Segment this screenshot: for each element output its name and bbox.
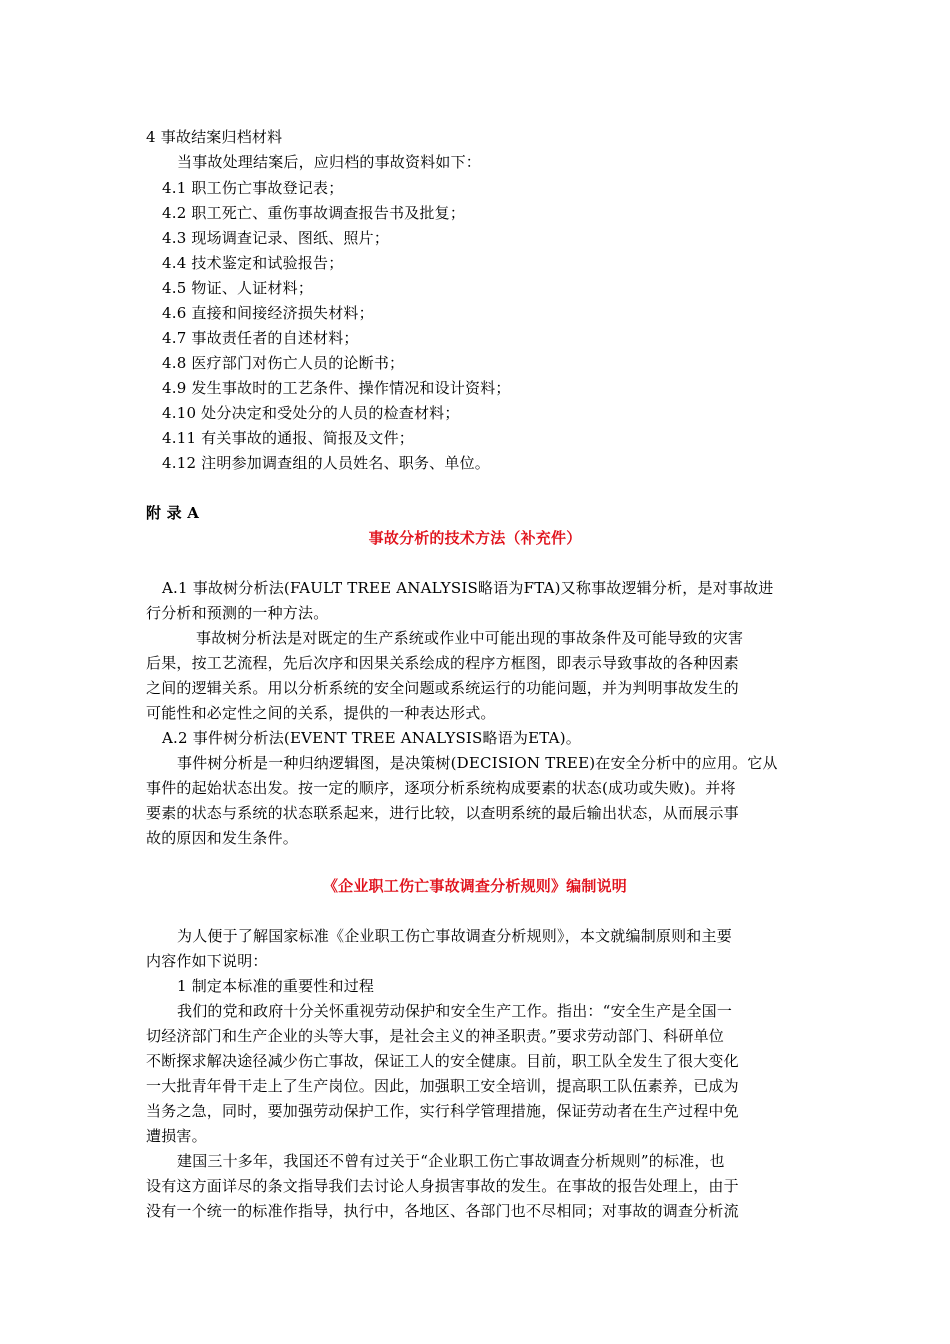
paragraph-line: 要素的状态与系统的状态联系起来，进行比较，以查明系统的最后输出状态，从而展示事: [146, 804, 739, 822]
paragraph-line: 事件的起始状态出发。按一定的顺序，逐项分析系统构成要素的状态(成功或失败)。并将: [146, 779, 736, 797]
explanation-title: 《企业职工伤亡事故调查分析规则》编制说明: [322, 877, 627, 895]
paragraph-line: 一大批青年骨干走上了生产岗位。因此，加强职工安全培训，提高职工队伍素养，已成为: [146, 1077, 739, 1095]
appendix-label: 附 录 A: [146, 504, 200, 522]
paragraph-line: 建国三十多年，我国还不曾有过关于“企业职工伤亡事故调查分析规则”的标准，也: [177, 1152, 725, 1170]
paragraph-line: 没有一个统一的标准作指导，执行中，各地区、各部门也不尽相同；对事故的调查分析流: [146, 1202, 739, 1220]
paragraph-line: A.2 事件树分析法(EVENT TREE ANALYSIS略语为ETA)。: [162, 729, 581, 747]
paragraph-line: 故的原因和发生条件。: [146, 829, 299, 847]
paragraph-line: 行分析和预测的一种方法。: [146, 604, 329, 622]
paragraph-line: 后果，按工艺流程，先后次序和因果关系绘成的程序方框图，即表示导致事故的各种因素: [146, 654, 739, 672]
paragraph-line: 遭损害。: [146, 1127, 207, 1145]
list-item: 4.6 直接和间接经济损失材料；: [162, 304, 374, 322]
list-item: 4.11 有关事故的通报、简报及文件；: [162, 429, 414, 447]
paragraph-line: 事故树分析法是对既定的生产系统或作业中可能出现的事故条件及可能导致的灾害: [196, 629, 744, 647]
section-4-intro: 当事故处理结案后，应归档的事故资料如下：: [177, 153, 482, 171]
list-item: 4.4 技术鉴定和试验报告；: [162, 254, 344, 272]
list-item: 4.12 注明参加调查组的人员姓名、职务、单位。: [162, 454, 490, 472]
paragraph-line: 之间的逻辑关系。用以分析系统的安全问题或系统运行的功能问题，并为判明事故发生的: [146, 679, 739, 697]
list-item: 4.1 职工伤亡事故登记表；: [162, 179, 344, 197]
section-4-heading: 4 事故结案归档材料: [146, 128, 283, 146]
list-item: 4.8 医疗部门对伤亡人员的论断书；: [162, 354, 405, 372]
paragraph-line: 当务之急，同时，要加强劳动保护工作，实行科学管理措施，保证劳动者在生产过程中免: [146, 1102, 739, 1120]
paragraph-line: 事件树分析是一种归纳逻辑图，是决策树(DECISION TREE)在安全分析中的应用。它从: [177, 754, 778, 772]
paragraph-line: 切经济部门和生产企业的头等大事，是社会主义的神圣职责。”要求劳动部门、科研单位: [146, 1027, 724, 1045]
paragraph-line: 为人便于了解国家标准《企业职工伤亡事故调查分析规则》，本文就编制原则和主要: [177, 927, 732, 945]
paragraph-line: 我们的党和政府十分关怀重视劳动保护和安全生产工作。指出：“安全生产是全国一: [177, 1002, 733, 1020]
list-item: 4.3 现场调查记录、图纸、照片；: [162, 229, 390, 247]
list-item: 4.2 职工死亡、重伤事故调查报告书及批复；: [162, 204, 466, 222]
list-item: 4.7 事故责任者的自述材料；: [162, 329, 359, 347]
paragraph-line: A.1 事故树分析法(FAULT TREE ANALYSIS略语为FTA)又称事故逻辑分析，是对事故进: [162, 579, 774, 597]
list-item: 4.10 处分决定和受处分的人员的检查材料；: [162, 404, 460, 422]
paragraph-line: 可能性和必定性之间的关系，提供的一种表达形式。: [146, 704, 496, 722]
list-item: 4.5 物证、人证材料；: [162, 279, 314, 297]
paragraph-line: 内容作如下说明：: [146, 952, 268, 970]
appendix-title: 事故分析的技术方法（补充件）: [368, 529, 582, 547]
paragraph-line: 设有这方面详尽的条文指导我们去讨论人身损害事故的发生。在事故的报告处理上，由于: [146, 1177, 739, 1195]
paragraph-line: 1 制定本标准的重要性和过程: [177, 977, 375, 995]
paragraph-line: 不断探求解决途径减少伤亡事故，保证工人的安全健康。目前，职工队全发生了很大变化: [146, 1052, 739, 1070]
list-item: 4.9 发生事故时的工艺条件、操作情况和设计资料；: [162, 379, 511, 397]
